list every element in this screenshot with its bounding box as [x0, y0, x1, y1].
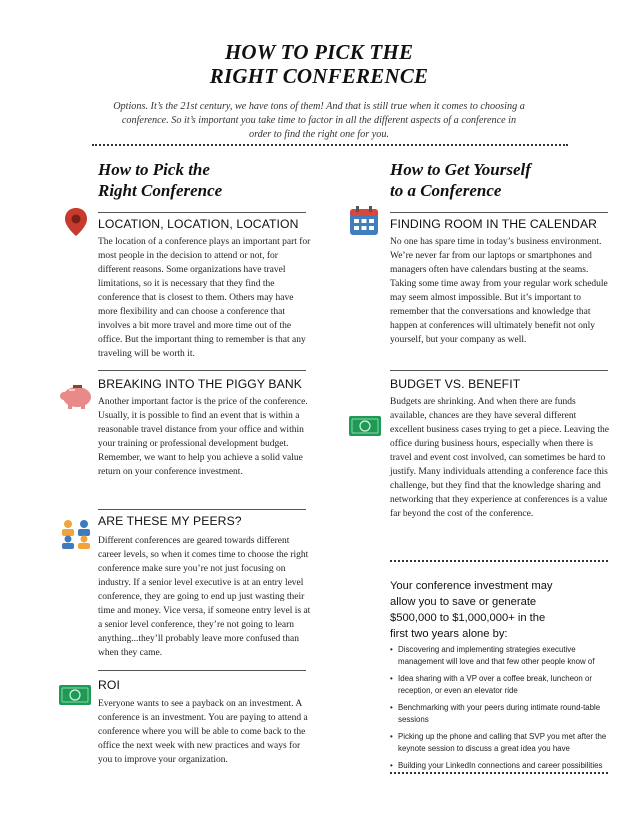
callout-bottom-divider: [390, 772, 608, 774]
section-rule: [98, 370, 306, 371]
section-rule: [390, 212, 608, 213]
section-title-peers: ARE THESE MY PEERS?: [98, 514, 242, 528]
callout-line-1: Your conference investment may: [390, 580, 553, 592]
right-column-heading-line-1: How to Get Yourself: [390, 160, 531, 179]
section-body-piggy-bank: Another important factor is the price of the conference. Usually, it is possible to find an event that is within a reasonable travel distance from your office and within your training or professional development budget. Remember, we want to help you achieve a solid value return on your conference investment.: [98, 397, 308, 477]
section-title-piggy-bank: BREAKING INTO THE PIGGY BANK: [98, 377, 302, 391]
list-item: • Idea sharing with a VP over a coffee break, luncheon or reception, or even an elevator ride: [390, 673, 622, 697]
calendar-icon: [349, 206, 379, 236]
list-item: • Picking up the phone and calling that SVP you met after the keynote session to discuss a great idea you have: [390, 731, 622, 755]
section-body-roi: Everyone wants to see a payback on an investment. A conference is an investment. You are paying to attend a conference where you will be able to come back to the office the next week with new practices and ways for you to improve your organization.: [98, 699, 308, 765]
section-rule: [390, 370, 608, 371]
money-icon: [348, 415, 382, 437]
section-body-location: The location of a conference plays an important part for most people in the decision to attend or not, for different reasons. Some organizations have travel limitations, so it is necessary that they find the conference that is closest to them. Others may have more flexibility and can choose a conference that involves a bit more travel and more time out of the office. But the important thing to remember is that any traveling will be worth it.: [98, 237, 311, 359]
piggy-bank-icon: [58, 381, 94, 411]
list-item: • Building your LinkedIn connections and career possibilities: [390, 760, 622, 772]
callout-bullet-list: [390, 644, 622, 777]
list-item: • Discovering and implementing strategies executive management will love and that few other people know of: [390, 644, 622, 668]
people-icon: [60, 519, 92, 549]
callout-line-2: allow you to save or generate: [390, 596, 537, 608]
left-column-heading-line-1: How to Pick the: [98, 160, 210, 179]
section-rule: [98, 670, 306, 671]
section-rule: [98, 509, 306, 510]
section-rule: [98, 212, 306, 213]
header-divider: [92, 144, 568, 146]
section-body-peers: Different conferences are geared towards different career levels, so when it comes time to choose the right conference make sure you’re not just focusing on industry. If a senior level executive is at an entry level conference, they are going to end up just wasting their time and money. Vice versa, if someone entry level is at a senior level conference, they’re not going to learn anything...they’ll probably leave more confused than when they came.: [98, 536, 311, 658]
section-body-budget: Budgets are shrinking. And when there are funds available, chances are they have several different excellent business cases trying to get a piece. Leaving the office during business hours, especially when there is travel and event cost involved, can sometimes be hard to justify. Many individuals attending a conference face this challenge, but they find that the knowledge sharing and networking that they experience at conferences is a value far beyond the cost of the conference.: [390, 397, 609, 519]
page-title-line-1: HOW TO PICK THE: [224, 40, 414, 64]
section-title-location: LOCATION, LOCATION, LOCATION: [98, 217, 299, 231]
money-icon: [58, 684, 92, 706]
callout-top-divider: [390, 560, 608, 562]
left-column-heading-line-2: Right Conference: [98, 181, 223, 200]
section-title-calendar: FINDING ROOM IN THE CALENDAR: [390, 217, 598, 231]
list-item: • Benchmarking with your peers during intimate round-table sessions: [390, 702, 622, 726]
section-title-roi: ROI: [98, 678, 120, 692]
section-title-budget: BUDGET VS. BENEFIT: [390, 377, 521, 391]
callout-line-3: $500,000 to $1,000,000+ in the: [390, 612, 546, 624]
page-subtitle: Options. It’s the 21st century, we have tons of them! And that is still true when it comes to choosing a conference. So it’s important you take time to factor in all the different aspects of a conference in order to find the right one for you.: [113, 101, 525, 140]
map-pin-icon: [60, 206, 92, 238]
section-body-calendar: No one has spare time in today’s business environment. We’re never far from our laptops or smartphones and managers often have calendars busting at the seams. Taking some time away from your regular work schedule may seem almost impossible. But it’s important to remember that the conversations and knowledge that happen at conferences will ultimately benefit not only yourself, but your company as well.: [390, 237, 608, 345]
right-column-heading-line-2: to a Conference: [390, 181, 502, 200]
page-title-line-2: RIGHT CONFERENCE: [209, 64, 429, 88]
callout-line-4: first two years alone by:: [390, 628, 508, 640]
